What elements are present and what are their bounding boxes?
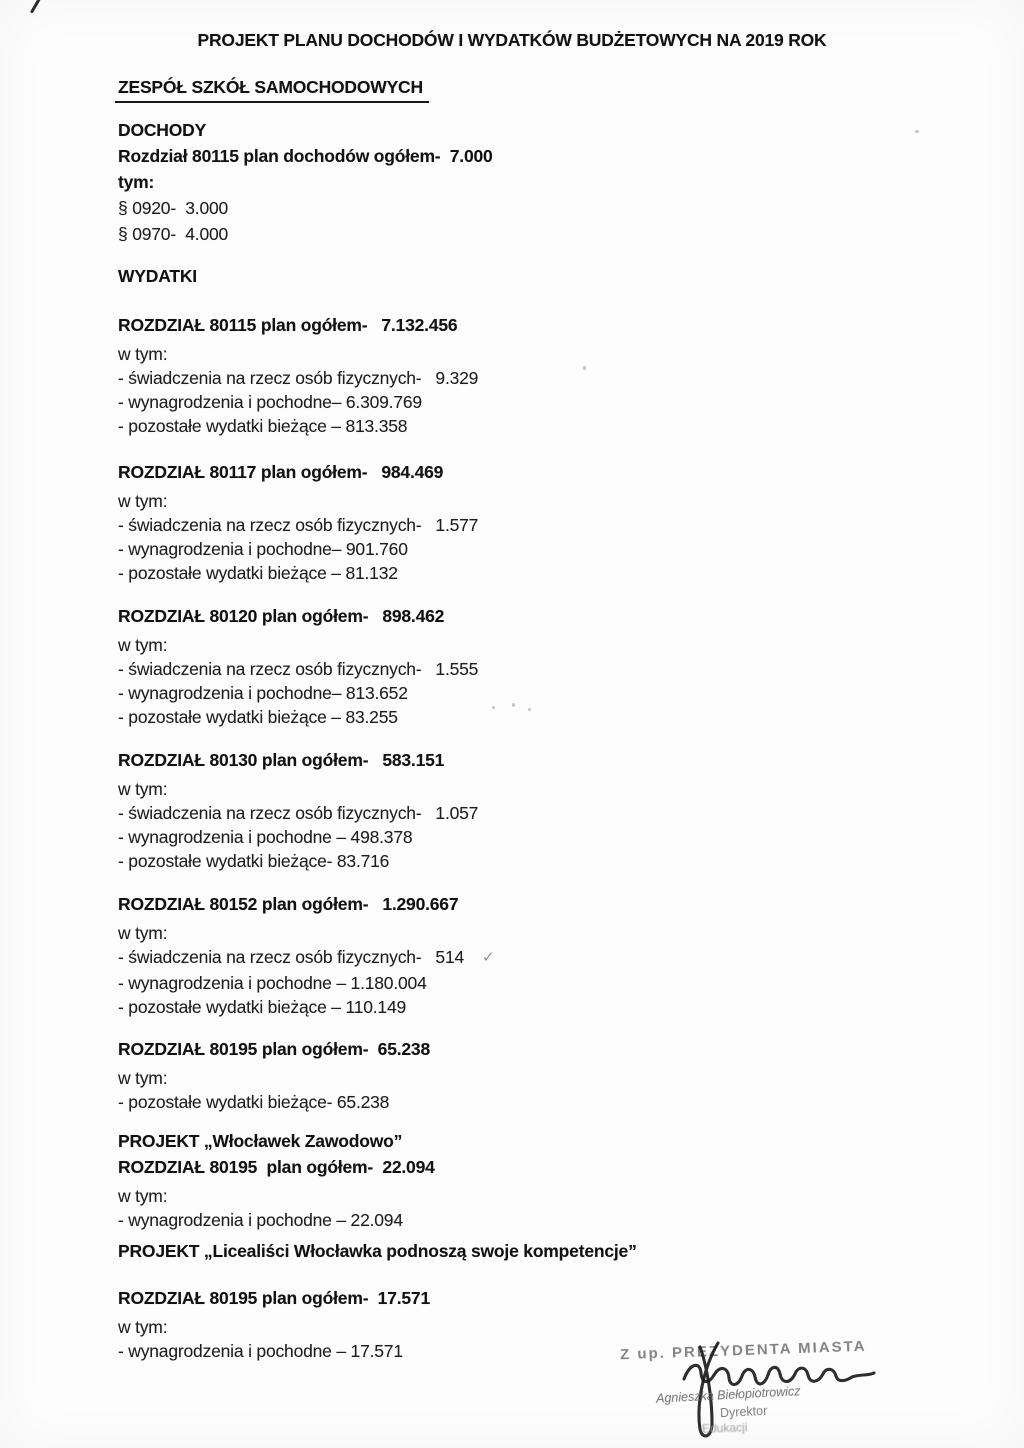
rozdzial-heading: ROZDZIAŁ 80152 plan ogółem- 1.290.667	[118, 894, 459, 914]
budget-line: - pozostałe wydatki bieżące- 83.716	[118, 851, 390, 871]
stamp-authority-line: Z up. PREZYDENTA MIASTA	[619, 1337, 867, 1364]
stamp-department: Edukacji	[701, 1420, 748, 1436]
dochody-in-that-label: tym:	[118, 172, 155, 192]
dochody-plan-line: Rozdział 80115 plan dochodów ogółem- 7.000	[118, 146, 493, 166]
budget-line: - wynagrodzenia i pochodne – 17.571	[118, 1341, 403, 1361]
budget-line: - wynagrodzenia i pochodne – 498.378	[118, 827, 413, 847]
project-title: PROJEKT „Licealiści Włocławka podnoszą swoje kompetencje”	[118, 1241, 637, 1261]
document-title: PROJEKT PLANU DOCHODÓW I WYDATKÓW BUDŻETOWYCH NA 2019 ROK	[197, 30, 827, 50]
budget-line: - świadczenia na rzecz osób fizycznych- 1.577	[118, 515, 479, 535]
budget-line: - pozostałe wydatki bieżące – 81.132	[118, 563, 398, 583]
budget-line-text: - świadczenia na rzecz osób fizycznych- 514	[118, 947, 465, 967]
in-that-label: w tym:	[118, 1068, 168, 1088]
scan-artifact	[583, 366, 586, 370]
scan-artifact	[512, 703, 515, 707]
in-that-label: w tym:	[118, 1317, 168, 1337]
rozdzial-80130-block	[118, 747, 478, 873]
wydatki-heading: WYDATKI	[118, 266, 197, 286]
rozdzial-heading: ROZDZIAŁ 80195 plan ogółem- 22.094	[118, 1157, 435, 1177]
unit-name: ZESPÓŁ SZKÓŁ SAMOCHODOWYCH	[115, 77, 429, 103]
budget-line: - świadczenia na rzecz osób fizycznych- 1.555	[118, 659, 479, 679]
budget-line: - pozostałe wydatki bieżące – 83.255	[118, 707, 398, 727]
in-that-label: w tym:	[118, 491, 168, 511]
rozdzial-heading: ROZDZIAŁ 80120 plan ogółem- 898.462	[118, 606, 445, 626]
budget-line: - pozostałe wydatki bieżące- 65.238	[118, 1092, 390, 1112]
rozdzial-heading: ROZDZIAŁ 80130 plan ogółem- 583.151	[118, 750, 445, 770]
budget-line: § 0920- 3.000	[118, 198, 229, 218]
stamp-role: Dyrektor	[719, 1403, 768, 1421]
rozdzial-80115-block	[118, 312, 478, 438]
in-that-label: w tym:	[118, 635, 168, 655]
in-that-label: w tym:	[118, 1186, 168, 1206]
rozdzial-80117-block	[118, 459, 478, 585]
budget-line: - wynagrodzenia i pochodne– 901.760	[118, 539, 408, 559]
handwritten-checkmark: ✓	[482, 949, 495, 966]
scan-artifact	[915, 130, 919, 133]
budget-line: - wynagrodzenia i pochodne– 813.652	[118, 683, 408, 703]
scan-artifact	[30, 0, 41, 14]
in-that-label: w tym:	[118, 923, 168, 943]
rozdzial-80195-block	[118, 1036, 430, 1114]
rozdzial-heading: ROZDZIAŁ 80195 plan ogółem- 17.571	[118, 1288, 430, 1308]
dochody-section	[118, 117, 493, 247]
budget-line: - świadczenia na rzecz osób fizycznych- 1.057	[118, 803, 479, 823]
projekt-wloclawek-zawodowo-block	[118, 1128, 435, 1232]
rozdzial-heading: ROZDZIAŁ 80195 plan ogółem- 65.238	[118, 1039, 430, 1059]
budget-line: - wynagrodzenia i pochodne – 1.180.004	[118, 973, 427, 993]
stamp-name: Agnieszka Biełopiotrowicz	[655, 1384, 801, 1406]
scan-artifact	[528, 708, 531, 711]
project-title: PROJEKT „Włocławek Zawodowo”	[118, 1131, 403, 1151]
budget-line: - pozostałe wydatki bieżące – 813.358	[118, 416, 408, 436]
rozdzial-heading: ROZDZIAŁ 80115 plan ogółem- 7.132.456	[118, 315, 458, 335]
signature-stamp-area	[618, 1336, 938, 1446]
scan-artifact	[492, 706, 495, 709]
rozdzial-80152-block	[118, 891, 494, 1019]
budget-line: - wynagrodzenia i pochodne– 6.309.769	[118, 392, 422, 412]
budget-line	[118, 945, 494, 971]
rozdzial-80120-block	[118, 603, 478, 729]
budget-line: - wynagrodzenia i pochodne – 22.094	[118, 1210, 403, 1230]
rozdzial-heading: ROZDZIAŁ 80117 plan ogółem- 984.469	[118, 462, 444, 482]
in-that-label: w tym:	[118, 779, 168, 799]
projekt-licealisci-block	[118, 1285, 430, 1363]
dochody-heading: DOCHODY	[118, 120, 207, 140]
in-that-label: w tym:	[118, 344, 168, 364]
budget-line: - pozostałe wydatki bieżące – 110.149	[118, 997, 407, 1017]
budget-line: - świadczenia na rzecz osób fizycznych- 9.329	[118, 368, 479, 388]
budget-line: § 0970- 4.000	[118, 224, 229, 244]
